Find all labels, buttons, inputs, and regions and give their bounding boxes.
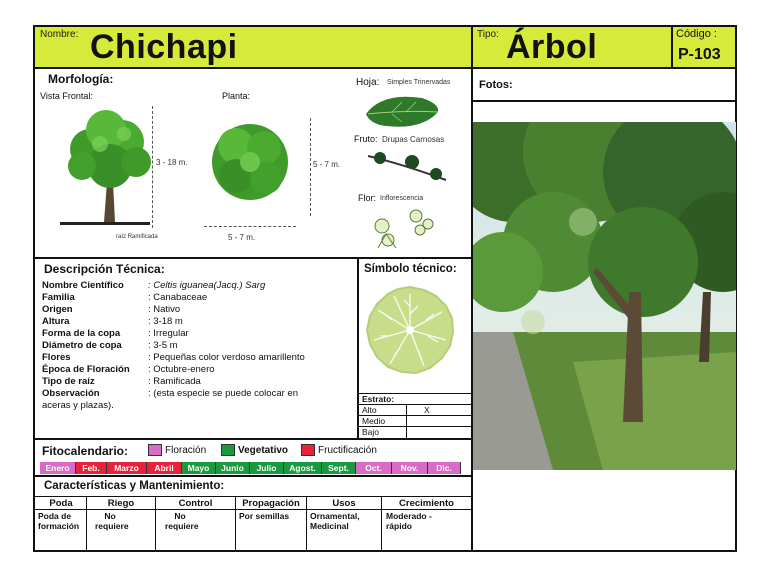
codigo-value: P-103: [678, 46, 721, 63]
mantenimiento-title: Características y Mantenimiento:: [44, 480, 225, 492]
care-value-crecimiento: [386, 511, 432, 531]
desc-value: : 3-18 m: [148, 316, 183, 327]
simbolo-title: Símbolo técnico:: [364, 263, 457, 275]
header-divider: [33, 67, 737, 69]
desc-key: Observación: [42, 388, 100, 399]
tipo-label: Tipo:: [477, 29, 499, 40]
care-value-line: formación: [38, 521, 80, 531]
descripcion-title: Descripción Técnica:: [44, 262, 165, 276]
care-value-line: Ornamental,: [310, 511, 360, 521]
legend-vegetativo-swatch: [221, 444, 235, 456]
care-value-poda: [38, 511, 79, 531]
month-enero: Enero: [40, 462, 76, 474]
care-value-usos: [310, 511, 360, 531]
care-header-propagacion: Propagación: [242, 498, 300, 509]
simbolo-divider: [357, 257, 359, 439]
care-top-rule: [35, 496, 471, 497]
month-junio: Junio: [216, 462, 250, 474]
estrato-bajo: Bajo: [362, 427, 380, 437]
height-dimension: 3 - 18 m.: [156, 158, 188, 167]
desc-key: Tipo de raíz: [42, 376, 95, 387]
desc-key: Forma de la copa: [42, 328, 121, 339]
calendar-divider: [33, 475, 473, 477]
copa-dimension-vertical: 5 - 7 m.: [313, 160, 341, 169]
desc-key: Época de Floración: [42, 364, 130, 375]
estrato-col-divider: [406, 404, 407, 438]
care-value-line: requiere: [95, 521, 129, 531]
technical-symbol-icon: [364, 284, 456, 376]
month-dic: Dic.: [428, 462, 461, 474]
fruit-illustration: [362, 146, 454, 186]
fitocalendario-title: Fitocalendario:: [42, 444, 129, 458]
desc-key: Altura: [42, 316, 70, 327]
morfologia-divider: [33, 257, 473, 259]
care-value-line: Poda de: [38, 511, 72, 521]
month-julio: Julio: [250, 462, 284, 474]
desc-value: : Octubre-enero: [148, 364, 215, 375]
species-name: Chichapi: [90, 28, 238, 66]
care-header-poda: Poda: [49, 498, 73, 509]
plan-tree-illustration: [206, 116, 294, 208]
estrato-alto-mark: X: [424, 405, 430, 415]
raiz-note: raíz Ramificada: [116, 234, 158, 240]
desc-value: : 3-5 m: [148, 340, 178, 351]
care-value-line: rápido: [386, 521, 412, 531]
codigo-label: Código :: [676, 28, 717, 40]
month-oct: Oct.: [356, 462, 392, 474]
care-header-usos: Usos: [332, 498, 356, 509]
desc-value: : Celtis iguanea(Jacq.) Sarg: [148, 280, 266, 291]
flor-label: Flor:: [358, 193, 376, 203]
copa-dimension-line-h: [204, 226, 296, 227]
legend-vegetativo-label: Vegetativo: [238, 445, 289, 456]
nombre-label: Nombre:: [40, 29, 79, 40]
month-mayo: Mayo: [182, 462, 216, 474]
care-header-rule: [35, 509, 471, 510]
vista-frontal-label: Vista Frontal:: [40, 91, 93, 101]
estrato-medio: Medio: [362, 416, 386, 426]
month-marzo: Marzo: [107, 462, 147, 474]
month-abril: Abril: [147, 462, 182, 474]
copa-dimension-horizontal: 5 - 7 m.: [228, 233, 256, 242]
flower-illustration: [366, 204, 442, 254]
month-sept: Sept.: [322, 462, 356, 474]
care-header-control: Control: [178, 498, 213, 509]
desc-key: Flores: [42, 352, 71, 363]
desc-key: Origen: [42, 304, 73, 315]
care-value-line: Moderado -: [386, 511, 432, 521]
tree-photo: [473, 122, 736, 470]
care-value-propagacion: [239, 511, 289, 521]
month-feb: Feb.: [76, 462, 107, 474]
care-value-line: Por semillas: [239, 511, 290, 521]
fotos-divider: [471, 100, 737, 102]
height-dimension-line: [152, 106, 153, 228]
descripcion-divider: [33, 438, 473, 440]
care-value-line: Medicinal: [310, 521, 349, 531]
desc-key: Familia: [42, 292, 75, 303]
fotos-title: Fotos:: [479, 79, 513, 91]
front-tree-illustration: [60, 104, 160, 230]
care-value-control: [165, 511, 199, 531]
desc-value: : Pequeñas color verdoso amarillento: [148, 352, 305, 363]
legend-floracion-swatch: [148, 444, 162, 456]
copa-dimension-line-v: [310, 118, 311, 216]
care-value-line: No: [174, 511, 186, 521]
planta-label: Planta:: [222, 91, 251, 101]
flor-value: Inflorescencia: [380, 195, 424, 202]
tipo-value: Árbol: [506, 28, 598, 66]
fruto-label: Fruto:: [354, 134, 378, 144]
desc-observacion-cont: aceras y plazas).: [42, 400, 114, 411]
care-value-line: No: [104, 511, 116, 521]
fruto-value: Drupas Carnosas: [382, 135, 445, 144]
care-header-crecimiento: Crecimiento: [399, 498, 454, 509]
care-value-line: requiere: [165, 521, 199, 531]
month-nov: Nov.: [392, 462, 428, 474]
desc-value: : Irregular: [148, 328, 189, 339]
estrato-label: Estrato:: [362, 394, 395, 404]
desc-value: : Canabaceae: [148, 292, 208, 303]
morfologia-title: Morfología:: [48, 72, 114, 86]
hoja-label: Hoja:: [356, 77, 380, 88]
desc-value: : Ramificada: [148, 376, 201, 387]
care-header-riego: Riego: [107, 498, 135, 509]
legend-fructificacion-label: Fructificación: [318, 445, 377, 456]
desc-value: : Nativo: [148, 304, 181, 315]
desc-key: Diámetro de copa: [42, 340, 122, 351]
legend-floracion-label: Floración: [165, 445, 207, 456]
estrato-alto: Alto: [362, 405, 377, 415]
month-agost: Agost.: [284, 462, 322, 474]
desc-value: : (esta especie se puede colocar en: [148, 388, 298, 399]
leaf-illustration: [362, 90, 442, 132]
desc-key: Nombre Científico: [42, 280, 124, 291]
care-value-riego: [95, 511, 129, 531]
legend-fructificacion-swatch: [301, 444, 315, 456]
hoja-value: Simples Trinervadas: [387, 79, 451, 86]
codigo-divider: [671, 25, 673, 67]
